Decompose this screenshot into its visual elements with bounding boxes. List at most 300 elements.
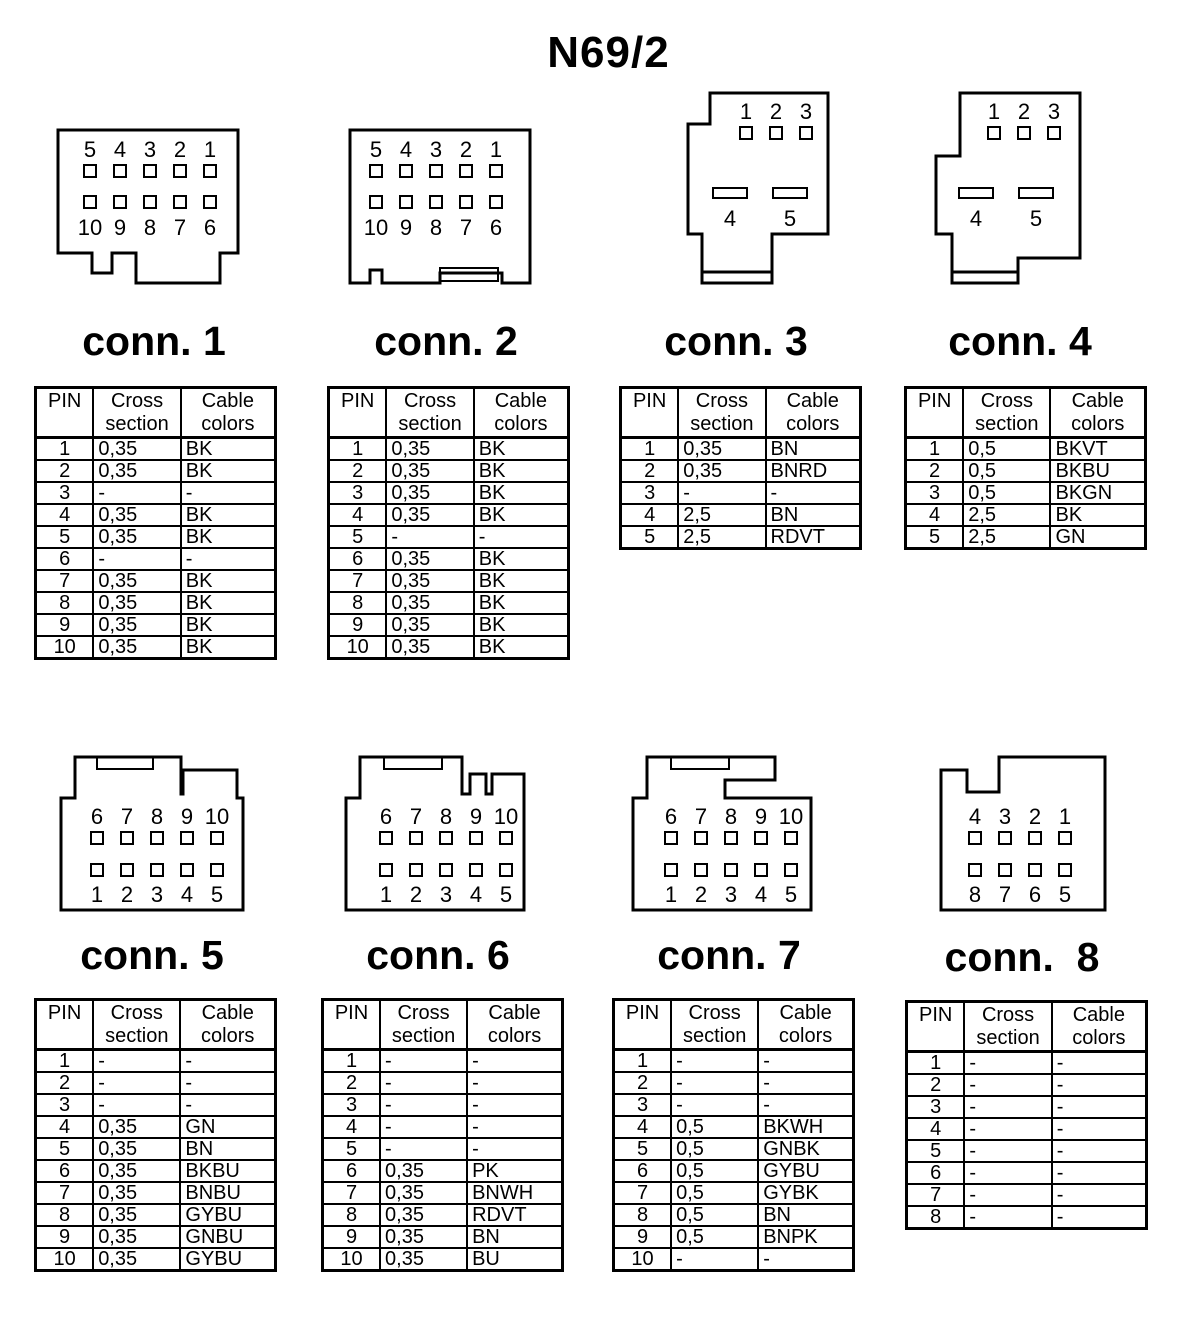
pin-number-cell: 8	[614, 1204, 672, 1226]
table-row	[36, 636, 276, 659]
pin-number-cell: 1	[906, 438, 964, 461]
connector-7-latch	[671, 757, 729, 769]
connector-4-pin-number: 1	[987, 99, 1001, 124]
cable-color-cell: BK	[474, 482, 569, 504]
connector-6-pin-socket	[500, 832, 512, 844]
cable-color-cell: -	[181, 548, 276, 570]
connector-7-pin-socket	[725, 864, 737, 876]
connector-6-pin-socket	[380, 832, 392, 844]
pin-number-cell: 1	[621, 438, 679, 461]
connector-6-pin-number: 9	[469, 804, 483, 829]
cross-section-cell: -	[93, 1072, 180, 1094]
connector-4-pin-socket	[959, 188, 993, 198]
connector-5-latch	[97, 757, 153, 769]
cable-color-cell: GYBU	[180, 1204, 275, 1226]
cable-color-cell: -	[181, 482, 276, 504]
header-cable-colors: Cable colors	[1052, 1002, 1147, 1052]
connector-5-pin-number: 5	[210, 882, 224, 907]
connector-2-pin-socket	[370, 196, 382, 208]
pin-number-cell: 5	[36, 526, 94, 548]
connector-6-table-header	[323, 1000, 563, 1050]
connector-3-pin-number: 1	[739, 99, 753, 124]
pin-number-cell: 10	[36, 1248, 94, 1271]
pin-number-cell: 4	[36, 1116, 94, 1138]
connector-7-pin-socket	[725, 832, 737, 844]
cable-color-cell: BK	[474, 636, 569, 659]
cross-section-cell: -	[386, 526, 473, 548]
table-row	[329, 636, 569, 659]
table-row	[323, 1072, 563, 1094]
pin-number-cell: 9	[36, 614, 94, 636]
table-row	[36, 592, 276, 614]
cable-color-cell: BK	[181, 570, 276, 592]
connector-8-pin-socket	[999, 832, 1011, 844]
table-row	[614, 1072, 854, 1094]
connector-2-pin-number: 5	[369, 137, 383, 162]
connector-1-pin-number: 4	[113, 137, 127, 162]
connector-6-outline	[346, 757, 524, 910]
page-title: N69/2	[547, 28, 670, 77]
pin-number-cell: 7	[329, 570, 387, 592]
pin-number-cell: 2	[906, 460, 964, 482]
cross-section-cell: 0,35	[93, 1116, 180, 1138]
cross-section-cell: 0,35	[93, 526, 180, 548]
connector-5-pin-number: 2	[120, 882, 134, 907]
cable-color-cell: BK	[181, 526, 276, 548]
connector-4-pin-socket	[988, 127, 1000, 139]
connector-7-pin-socket	[695, 832, 707, 844]
cable-color-cell: BK	[181, 460, 276, 482]
pin-number-cell: 4	[907, 1118, 965, 1140]
header-pin: PIN	[621, 388, 679, 438]
connector-5-pin-socket	[121, 832, 133, 844]
table-row	[36, 460, 276, 482]
cable-color-cell: -	[467, 1138, 562, 1160]
cross-section-cell: 0,35	[678, 438, 765, 461]
connector-8-pin-number: 3	[998, 804, 1012, 829]
connector-1-drawing	[50, 125, 250, 290]
connector-6-pin-table	[321, 998, 564, 1272]
connector-4-pin-socket	[1019, 188, 1053, 198]
pin-number-cell: 9	[329, 614, 387, 636]
connector-5-pin-socket	[181, 832, 193, 844]
cable-color-cell: BK	[181, 636, 276, 659]
pin-number-cell: 10	[323, 1248, 381, 1271]
cable-color-cell: -	[758, 1094, 853, 1116]
table-row	[323, 1138, 563, 1160]
pin-number-cell: 5	[614, 1138, 672, 1160]
connector-7-drawing	[625, 752, 825, 917]
pin-number-cell: 9	[614, 1226, 672, 1248]
cable-color-cell: BK	[1050, 504, 1145, 526]
connector-7-pin-number: 6	[664, 804, 678, 829]
cable-color-cell: BNPK	[758, 1226, 853, 1248]
pin-number-cell: 7	[36, 570, 94, 592]
cable-color-cell: -	[1052, 1140, 1147, 1162]
table-row	[323, 1094, 563, 1116]
connector-3-pin-table	[619, 386, 862, 550]
header-cross-section: Cross section	[386, 388, 473, 438]
cable-color-cell: BK	[474, 570, 569, 592]
cross-section-cell: 0,35	[93, 504, 180, 526]
connector-4-pin-socket	[1048, 127, 1060, 139]
pin-number-cell: 10	[614, 1248, 672, 1271]
table-row	[329, 482, 569, 504]
cross-section-cell: 0,35	[380, 1248, 467, 1271]
cable-color-cell: -	[180, 1072, 275, 1094]
pin-number-cell: 10	[36, 636, 94, 659]
cable-color-cell: BN	[766, 438, 861, 461]
connector-2-pin-socket	[400, 165, 412, 177]
cross-section-cell: 2,5	[963, 526, 1050, 549]
connector-4-pin-socket	[1018, 127, 1030, 139]
connector-7-pin-table	[612, 998, 855, 1272]
connector-8-pin-socket	[1029, 864, 1041, 876]
cross-section-cell: 0,35	[93, 1182, 180, 1204]
cable-color-cell: BK	[181, 504, 276, 526]
table-row	[614, 1226, 854, 1248]
cross-section-cell: -	[93, 1050, 180, 1073]
pin-number-cell: 3	[907, 1096, 965, 1118]
cable-color-cell: GNBK	[758, 1138, 853, 1160]
connector-6-pin-number: 6	[379, 804, 393, 829]
connector-6-pin-socket	[440, 832, 452, 844]
connector-2-pin-number: 1	[489, 137, 503, 162]
connector-5-pin-socket	[121, 864, 133, 876]
cable-color-cell: -	[467, 1072, 562, 1094]
connector-2-pin-number: 9	[399, 215, 413, 240]
pin-number-cell: 4	[36, 504, 94, 526]
pin-number-cell: 8	[36, 1204, 94, 1226]
connector-5-pin-number: 3	[150, 882, 164, 907]
cable-color-cell: BKWH	[758, 1116, 853, 1138]
table-row	[614, 1094, 854, 1116]
connector-6-pin-number: 10	[493, 804, 519, 829]
pin-number-cell: 1	[329, 438, 387, 461]
table-row	[621, 482, 861, 504]
cable-color-cell: PK	[467, 1160, 562, 1182]
pin-number-cell: 5	[906, 526, 964, 549]
pin-number-cell: 6	[329, 548, 387, 570]
connector-2-pin-socket	[370, 165, 382, 177]
connector-6-pin-socket	[440, 864, 452, 876]
cross-section-cell: -	[964, 1118, 1051, 1140]
cable-color-cell: RDVT	[467, 1204, 562, 1226]
pin-number-cell: 8	[329, 592, 387, 614]
table-row	[36, 1138, 276, 1160]
cable-color-cell: -	[467, 1116, 562, 1138]
connector-1-label: conn. 1	[82, 318, 226, 364]
connector-8-pin-socket	[969, 832, 981, 844]
header-cross-section: Cross section	[93, 388, 180, 438]
cross-section-cell: -	[671, 1248, 758, 1271]
cross-section-cell: 0,35	[386, 636, 473, 659]
connector-2-pin-number: 6	[489, 215, 503, 240]
pin-number-cell: 5	[907, 1140, 965, 1162]
cross-section-cell: 0,35	[386, 504, 473, 526]
cross-section-cell: -	[964, 1140, 1051, 1162]
pin-number-cell: 3	[323, 1094, 381, 1116]
connector-7-label: conn. 7	[657, 932, 801, 978]
connector-5-pin-socket	[151, 832, 163, 844]
pin-number-cell: 5	[621, 526, 679, 549]
connector-5-pin-socket	[91, 832, 103, 844]
connector-7-pin-number: 1	[664, 882, 678, 907]
pin-number-cell: 6	[907, 1162, 965, 1184]
cross-section-cell: -	[380, 1094, 467, 1116]
pin-number-cell: 2	[614, 1072, 672, 1094]
table-row	[36, 504, 276, 526]
connector-2-table-header	[329, 388, 569, 438]
cross-section-cell: 0,35	[93, 1226, 180, 1248]
pin-number-cell: 3	[906, 482, 964, 504]
connector-6-pin-socket	[470, 832, 482, 844]
connector-6-pin-number: 7	[409, 804, 423, 829]
header-cross-section: Cross section	[93, 1000, 180, 1050]
table-row	[36, 570, 276, 592]
cross-section-cell: 0,35	[380, 1160, 467, 1182]
cross-section-cell: 0,35	[386, 438, 473, 461]
pin-number-cell: 6	[36, 548, 94, 570]
connector-8-pin-socket	[969, 864, 981, 876]
pin-number-cell: 7	[614, 1182, 672, 1204]
connector-7-pin-socket	[695, 864, 707, 876]
connector-7-pin-number: 10	[778, 804, 804, 829]
connector-8-pin-table	[905, 1000, 1148, 1230]
cross-section-cell: 0,5	[671, 1204, 758, 1226]
cross-section-cell: 0,5	[671, 1138, 758, 1160]
connector-1-pin-socket	[174, 165, 186, 177]
table-row	[36, 482, 276, 504]
cable-color-cell: BKBU	[180, 1160, 275, 1182]
connector-2-pin-socket	[430, 165, 442, 177]
connector-4-pin-number: 2	[1017, 99, 1031, 124]
connector-6-label: conn. 6	[366, 932, 510, 978]
connector-4-label: conn. 4	[948, 318, 1092, 364]
connector-7-pin-socket	[785, 832, 797, 844]
cable-color-cell: BKVT	[1050, 438, 1145, 461]
connector-6-drawing	[340, 752, 540, 917]
pin-number-cell: 2	[36, 1072, 94, 1094]
connector-6-pin-number: 3	[439, 882, 453, 907]
pin-number-cell: 2	[907, 1074, 965, 1096]
table-row	[614, 1248, 854, 1271]
table-row	[36, 614, 276, 636]
connector-8-pin-number: 7	[998, 882, 1012, 907]
table-row	[621, 460, 861, 482]
connector-7-pin-number: 7	[694, 804, 708, 829]
connector-1-pin-number: 6	[203, 215, 217, 240]
cable-color-cell: BK	[474, 592, 569, 614]
connector-5-pin-number: 7	[120, 804, 134, 829]
pin-number-cell: 3	[621, 482, 679, 504]
table-row	[906, 438, 1146, 461]
connector-7-pin-number: 9	[754, 804, 768, 829]
connector-7-pin-socket	[665, 832, 677, 844]
table-row	[323, 1204, 563, 1226]
connector-1-pin-socket	[204, 165, 216, 177]
pin-number-cell: 6	[36, 1160, 94, 1182]
connector-6-pin-number: 8	[439, 804, 453, 829]
pin-number-cell: 7	[907, 1184, 965, 1206]
table-row	[36, 1072, 276, 1094]
pin-number-cell: 8	[36, 592, 94, 614]
connector-3-table-header	[621, 388, 861, 438]
connector-4-pin-number: 4	[969, 206, 983, 231]
connector-1-table-header	[36, 388, 276, 438]
connector-5-table-header	[36, 1000, 276, 1050]
connector-1-pin-socket	[144, 196, 156, 208]
cross-section-cell: 0,35	[93, 1248, 180, 1271]
table-row	[906, 526, 1146, 549]
table-row	[329, 526, 569, 548]
table-row	[36, 526, 276, 548]
cross-section-cell: -	[964, 1096, 1051, 1118]
cross-section-cell: 0,5	[671, 1226, 758, 1248]
table-row	[329, 460, 569, 482]
table-row	[329, 438, 569, 461]
table-row	[614, 1050, 854, 1073]
connector-5-drawing	[55, 752, 255, 917]
cable-color-cell: -	[1052, 1096, 1147, 1118]
connector-5-pin-table	[34, 998, 277, 1272]
connector-6-pin-socket	[470, 864, 482, 876]
pin-number-cell: 6	[614, 1160, 672, 1182]
connector-2-pin-number: 8	[429, 215, 443, 240]
cable-color-cell: -	[1052, 1074, 1147, 1096]
connector-2-pin-number: 7	[459, 215, 473, 240]
connector-8-label: conn. 8	[944, 934, 1100, 980]
header-cross-section: Cross section	[964, 1002, 1051, 1052]
connector-8-pin-socket	[999, 864, 1011, 876]
connector-2-pin-number: 3	[429, 137, 443, 162]
connector-5-pin-number: 10	[204, 804, 230, 829]
cross-section-cell: 0,35	[380, 1182, 467, 1204]
connector-6-pin-socket	[410, 832, 422, 844]
connector-1-pin-number: 5	[83, 137, 97, 162]
connector-8-pin-socket	[1029, 832, 1041, 844]
connector-7-table-header	[614, 1000, 854, 1050]
cross-section-cell: 0,35	[93, 636, 180, 659]
table-row	[36, 1050, 276, 1073]
cable-color-cell: -	[474, 526, 569, 548]
connector-5-pin-socket	[211, 832, 223, 844]
connector-3-pin-socket	[773, 188, 807, 198]
header-cable-colors: Cable colors	[758, 1000, 853, 1050]
connector-8-pin-number: 4	[968, 804, 982, 829]
connector-5-pin-socket	[91, 864, 103, 876]
table-row	[329, 592, 569, 614]
table-row	[906, 504, 1146, 526]
cable-color-cell: -	[1052, 1118, 1147, 1140]
connector-3-pin-socket	[770, 127, 782, 139]
table-row	[614, 1160, 854, 1182]
cable-color-cell: BNWH	[467, 1182, 562, 1204]
connector-6-pin-socket	[500, 864, 512, 876]
table-row	[907, 1162, 1147, 1184]
cable-color-cell: BN	[758, 1204, 853, 1226]
pin-number-cell: 3	[36, 482, 94, 504]
pin-number-cell: 3	[614, 1094, 672, 1116]
table-row	[621, 526, 861, 549]
cross-section-cell: 0,5	[963, 460, 1050, 482]
connector-7-pin-number: 2	[694, 882, 708, 907]
connector-7-pin-socket	[755, 864, 767, 876]
cable-color-cell: BK	[474, 460, 569, 482]
connector-1-pin-socket	[174, 196, 186, 208]
cross-section-cell: -	[671, 1050, 758, 1073]
connector-1-pin-number: 7	[173, 215, 187, 240]
cable-color-cell: BKBU	[1050, 460, 1145, 482]
cable-color-cell: BK	[474, 614, 569, 636]
pin-number-cell: 5	[36, 1138, 94, 1160]
cable-color-cell: -	[766, 482, 861, 504]
connector-1-pin-socket	[84, 165, 96, 177]
cable-color-cell: -	[1052, 1206, 1147, 1229]
pin-number-cell: 1	[323, 1050, 381, 1073]
cable-color-cell: BN	[180, 1138, 275, 1160]
cross-section-cell: 0,35	[93, 570, 180, 592]
pin-number-cell: 4	[621, 504, 679, 526]
connector-3-pin-number: 3	[799, 99, 813, 124]
connector-6-latch	[384, 757, 442, 769]
connector-7-pin-number: 3	[724, 882, 738, 907]
cable-color-cell: -	[467, 1050, 562, 1073]
cable-color-cell: BK	[181, 438, 276, 461]
table-row	[36, 1094, 276, 1116]
cable-color-cell: GYBK	[758, 1182, 853, 1204]
cable-color-cell: GNBU	[180, 1226, 275, 1248]
pin-number-cell: 2	[36, 460, 94, 482]
cross-section-cell: 0,35	[93, 1204, 180, 1226]
connector-2-pin-socket	[490, 196, 502, 208]
cross-section-cell: -	[671, 1094, 758, 1116]
connector-2-pin-socket	[430, 196, 442, 208]
cable-color-cell: -	[1052, 1162, 1147, 1184]
connector-3-drawing	[682, 88, 842, 293]
pin-number-cell: 4	[329, 504, 387, 526]
connector-5-pin-number: 8	[150, 804, 164, 829]
connector-1-pin-number: 1	[203, 137, 217, 162]
connector-7-pin-number: 5	[784, 882, 798, 907]
table-row	[614, 1116, 854, 1138]
cable-color-cell: BN	[467, 1226, 562, 1248]
cross-section-cell: -	[678, 482, 765, 504]
table-row	[36, 1248, 276, 1271]
table-row	[323, 1182, 563, 1204]
connector-8-pin-number: 6	[1028, 882, 1042, 907]
cross-section-cell: 0,35	[93, 614, 180, 636]
header-pin: PIN	[906, 388, 964, 438]
header-pin: PIN	[907, 1002, 965, 1052]
table-row	[323, 1160, 563, 1182]
cross-section-cell: 0,5	[671, 1116, 758, 1138]
pin-number-cell: 2	[329, 460, 387, 482]
pin-number-cell: 3	[329, 482, 387, 504]
cross-section-cell: 0,5	[963, 438, 1050, 461]
table-row	[907, 1118, 1147, 1140]
header-cable-colors: Cable colors	[766, 388, 861, 438]
cross-section-cell: -	[671, 1072, 758, 1094]
header-cable-colors: Cable colors	[1050, 388, 1145, 438]
pin-number-cell: 2	[323, 1072, 381, 1094]
connector-5-pin-number: 6	[90, 804, 104, 829]
pin-number-cell: 8	[323, 1204, 381, 1226]
cross-section-cell: 0,35	[93, 438, 180, 461]
connector-4-pin-number: 5	[1029, 206, 1043, 231]
connector-3-label: conn. 3	[664, 318, 808, 364]
cross-section-cell: 0,35	[386, 570, 473, 592]
